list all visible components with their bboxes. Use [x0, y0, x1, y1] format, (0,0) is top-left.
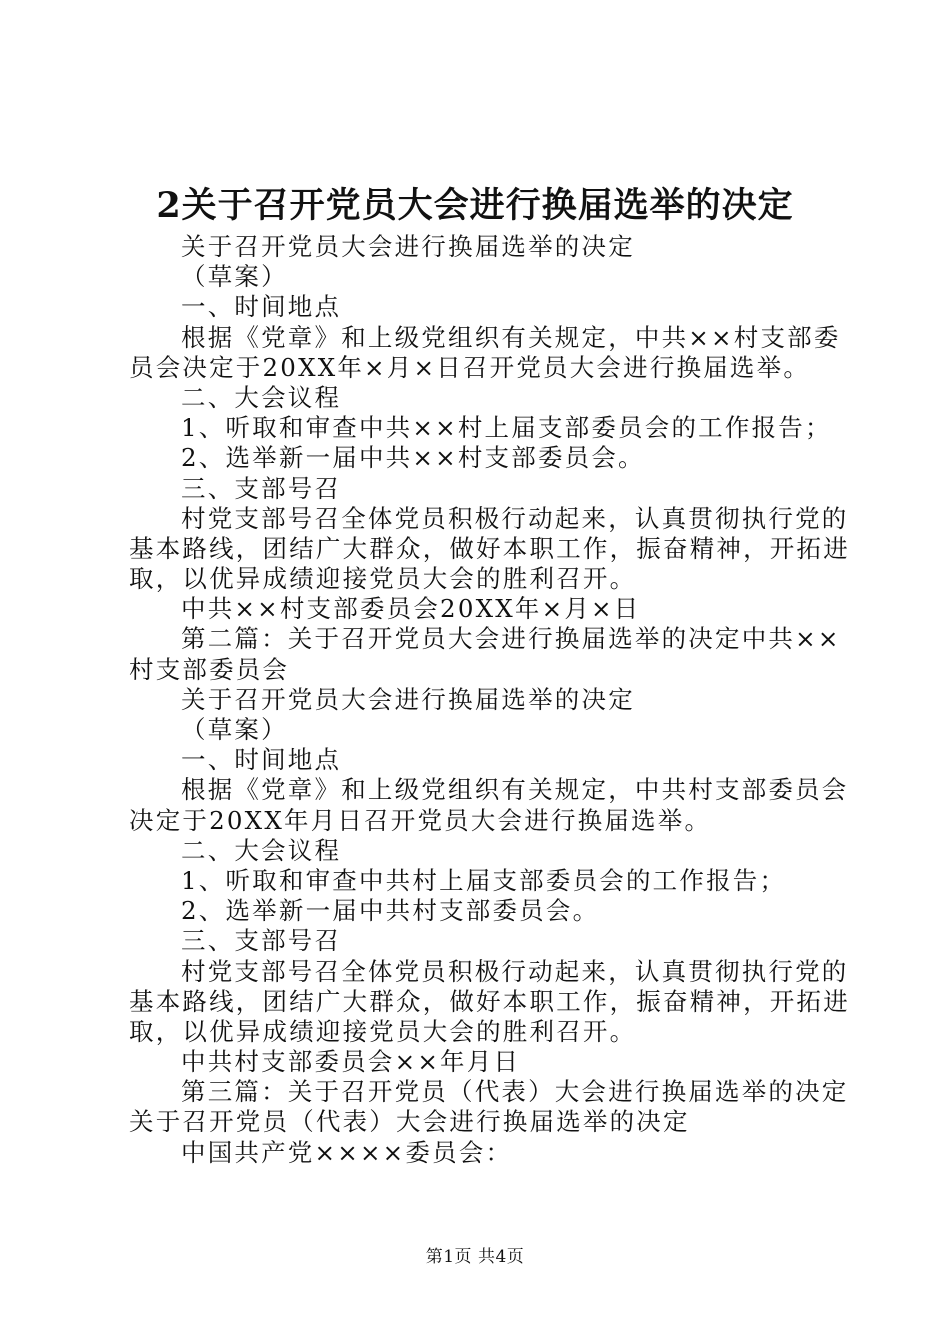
document-line: 第二篇：关于召开党员大会进行换届选举的决定中共××: [181, 624, 841, 654]
document-title: 2关于召开党员大会进行换届选举的决定: [156, 185, 794, 226]
document-body: [129, 232, 850, 1168]
document-line: 根据《党章》和上级党组织有关规定，中共村支部委员会: [181, 775, 849, 805]
document-line: 村党支部号召全体党员积极行动起来，认真贯彻执行党的: [181, 956, 849, 986]
document-line: 村党支部号召全体党员积极行动起来，认真贯彻执行党的: [181, 503, 849, 533]
document-line: 基本路线，团结广大群众，做好本职工作，振奋精神，开拓进: [129, 533, 850, 563]
document-line: 取，以优异成绩迎接党员大会的胜利召开。: [129, 1016, 637, 1046]
document-line: 第三篇：关于召开党员（代表）大会进行换届选举的决定: [181, 1077, 849, 1107]
document-line: 2、选举新一届中共××村支部委员会。: [181, 443, 645, 473]
document-line: 员会决定于20XX年×月×日召开党员大会进行换届选举。: [129, 352, 811, 382]
document-line: 三、支部号召: [181, 473, 342, 503]
document-line: 取，以优异成绩迎接党员大会的胜利召开。: [129, 564, 637, 594]
document-line: （草案）: [181, 715, 288, 744]
document-line: 2、选举新一届中共村支部委员会。: [181, 896, 600, 926]
page-footer: 第1页 共4页: [425, 1247, 525, 1267]
document-line: 关于召开党员（代表）大会进行换届选举的决定: [129, 1107, 690, 1137]
document-line: 基本路线，团结广大群众，做好本职工作，振奋精神，开拓进: [129, 986, 850, 1016]
document-line: 中国共产党××××委员会：: [181, 1137, 513, 1167]
document-line: 决定于20XX年月日召开党员大会进行换届选举。: [129, 805, 712, 835]
document-line: 1、听取和审查中共村上届支部委员会的工作报告；: [181, 865, 787, 895]
document-line: 关于召开党员大会进行换届选举的决定: [181, 232, 635, 261]
document-line: 二、大会议程: [181, 835, 342, 865]
document-line: 三、支部号召: [181, 926, 342, 956]
document-line: 二、大会议程: [181, 382, 342, 412]
document-line: 一、时间地点: [181, 745, 342, 775]
document-line: 村支部委员会: [129, 654, 290, 684]
document-line: 1、听取和审查中共××村上届支部委员会的工作报告；: [181, 413, 832, 443]
document-line: 一、时间地点: [181, 292, 342, 322]
document-line: （草案）: [181, 262, 288, 292]
document-line: 关于召开党员大会进行换届选举的决定: [181, 684, 635, 714]
document-line: 根据《党章》和上级党组织有关规定，中共××村支部委: [181, 322, 841, 352]
document-line: 中共村支部委员会××年月日: [181, 1047, 521, 1077]
document-line: 中共××村支部委员会20XX年×月×日: [181, 594, 641, 624]
